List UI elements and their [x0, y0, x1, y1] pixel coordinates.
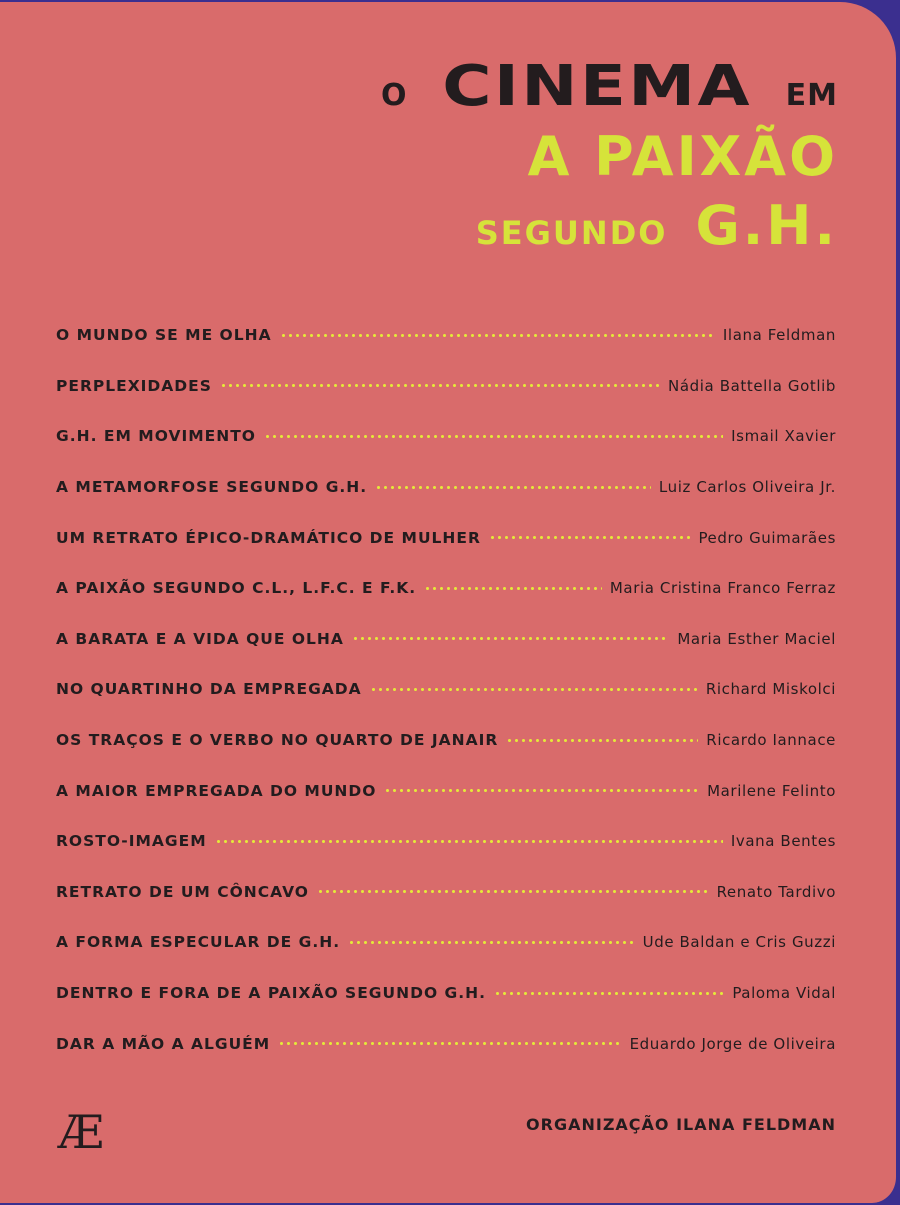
toc-entry — [56, 867, 836, 918]
dotted-leader — [375, 486, 651, 489]
toc-entry — [56, 917, 836, 968]
toc-entry-title: A MAIOR EMPREGADA DO MUNDO — [56, 781, 377, 800]
title-word-o: O — [381, 78, 408, 113]
toc-entry — [56, 512, 836, 563]
dotted-leader — [264, 435, 723, 438]
dotted-leader — [370, 688, 698, 691]
toc-entry-title: ROSTO-IMAGEM — [56, 832, 207, 851]
dotted-leader — [506, 739, 698, 742]
toc-entry-author: Ilana Feldman — [722, 326, 836, 345]
toc-entry — [56, 462, 836, 513]
organizer-credit: ORGANIZAÇÃO ILANA FELDMAN — [526, 1115, 836, 1134]
dotted-leader — [348, 941, 635, 944]
dotted-leader — [317, 890, 709, 893]
toc-entry — [56, 664, 836, 715]
toc-entry-author: Ude Baldan e Cris Guzzi — [642, 933, 836, 952]
toc-entry-title: DENTRO E FORA DE A PAIXÃO SEGUNDO G.H. — [56, 984, 486, 1003]
toc-entry-title: A METAMORFOSE SEGUNDO G.H. — [56, 478, 368, 497]
toc-entry-title: G.H. EM MOVIMENTO — [56, 427, 256, 446]
toc-entry-author: Pedro Guimarães — [698, 528, 836, 547]
dotted-leader — [489, 536, 691, 539]
toc-entry-title: PERPLEXIDADES — [56, 376, 212, 395]
toc-entry — [56, 715, 836, 766]
title-word-gh: G.H. — [695, 194, 838, 257]
toc-entry-author: Paloma Vidal — [732, 984, 836, 1003]
dotted-leader — [494, 992, 724, 995]
toc-entry-title: A FORMA ESPECULAR DE G.H. — [56, 933, 341, 952]
toc-entry — [56, 310, 836, 361]
title-word-cinema: CINEMA — [441, 54, 752, 119]
toc-entry — [56, 765, 836, 816]
dotted-leader — [424, 587, 602, 590]
toc-entry-title: O MUNDO SE ME OLHA — [56, 326, 272, 345]
dotted-leader — [215, 840, 723, 843]
table-of-contents — [56, 310, 836, 1069]
book-title — [381, 54, 838, 257]
toc-entry-author: Renato Tardivo — [716, 882, 836, 901]
toc-entry-author: Nádia Battella Gotlib — [668, 376, 836, 395]
title-line-3 — [381, 194, 838, 257]
title-line-1 — [381, 54, 838, 119]
toc-entry-author: Eduardo Jorge de Oliveira — [629, 1034, 836, 1053]
dotted-leader — [352, 637, 670, 640]
toc-entry-title: A BARATA E A VIDA QUE OLHA — [56, 629, 344, 648]
toc-entry — [56, 614, 836, 665]
toc-entry-author: Marilene Felinto — [707, 781, 836, 800]
toc-entry-author: Richard Miskolci — [705, 680, 836, 699]
toc-entry — [56, 563, 836, 614]
dotted-leader — [384, 789, 699, 792]
toc-entry — [56, 968, 836, 1019]
toc-entry-author: Ricardo Iannace — [706, 731, 836, 750]
toc-entry-title: NO QUARTINHO DA EMPREGADA — [56, 680, 362, 699]
dotted-leader — [220, 384, 660, 387]
toc-entry — [56, 1018, 836, 1069]
toc-entry-title: OS TRAÇOS E O VERBO NO QUARTO DE JANAIR — [56, 731, 499, 750]
toc-entry-author: Ivana Bentes — [730, 832, 836, 851]
publisher-logo: Æ — [58, 1105, 99, 1159]
toc-entry — [56, 411, 836, 462]
toc-entry-author: Maria Cristina Franco Ferraz — [609, 579, 836, 598]
toc-entry-author: Luiz Carlos Oliveira Jr. — [658, 478, 836, 497]
title-line-2: A PAIXÃO — [527, 125, 838, 188]
title-word-em: EM — [785, 78, 838, 113]
toc-entry-title: A PAIXÃO SEGUNDO C.L., L.F.C. E F.K. — [56, 579, 417, 598]
toc-entry — [56, 816, 836, 867]
title-word-segundo: SEGUNDO — [475, 214, 668, 252]
toc-entry-author: Maria Esther Maciel — [677, 629, 836, 648]
toc-entry — [56, 361, 836, 412]
toc-entry-title: DAR A MÃO A ALGUÉM — [56, 1034, 271, 1053]
toc-entry-author: Ismail Xavier — [731, 427, 836, 446]
dotted-leader — [280, 334, 715, 337]
toc-entry-title: UM RETRATO ÉPICO-DRAMÁTICO DE MULHER — [56, 528, 481, 547]
toc-entry-title: RETRATO DE UM CÔNCAVO — [56, 882, 309, 901]
dotted-leader — [278, 1042, 621, 1045]
